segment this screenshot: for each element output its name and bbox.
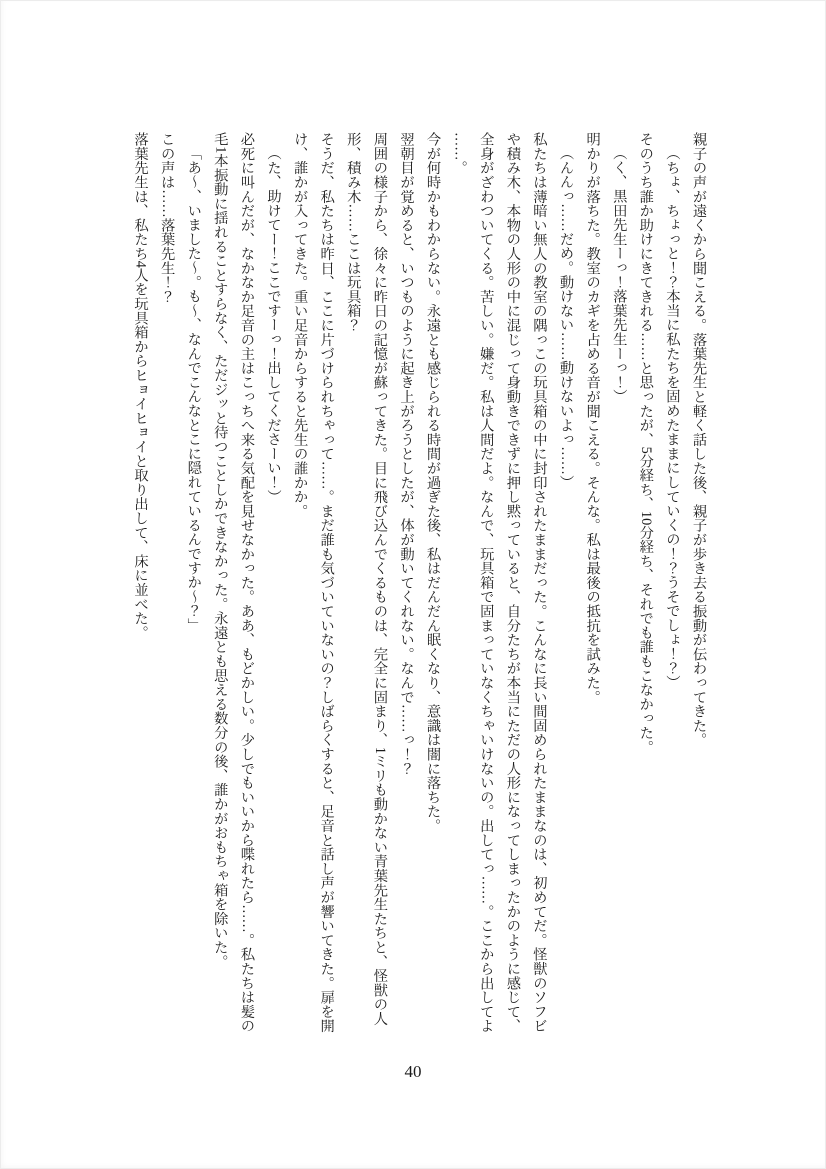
text-line: ……。 bbox=[451, 132, 468, 175]
text-line: （た、助けてー！ここですーっ！出してくださーい！） bbox=[265, 146, 282, 504]
text-line: 全身がざわついてくる。苦しい。嫌だ。私は人間だよ。なんで、玩具箱で固まっていなくちゃいけないの。出してっ……。ここから出してよ bbox=[478, 132, 495, 1033]
text-line: 明かりが落ちた。教室のカギを占める音が聞こえる。そんな。私は最後の抵抗を試みた。 bbox=[584, 132, 601, 704]
text-line: 私たちは薄暗い無人の教室の隅っこの玩具箱の中に封印されたままだった。こんなに長い間固められたままなのは、初めてだ。怪獣のソフビ bbox=[531, 132, 548, 1033]
text-line: 今が何時かもわからない。永遠とも感じられる時間が過ぎた後、私はだんだん眠くなり、意識は闇に落ちた。 bbox=[425, 132, 442, 833]
text-line: け、誰かが入ってきた。重い足音からすると先生の誰かか。 bbox=[292, 132, 309, 519]
text-line: 翌朝目が覚めると、いつものように起き上がろうとしたが、体が動いてくれない。なんで……っ！？ bbox=[398, 132, 415, 776]
text-line: 親子の声が遠くから聞こえる。落葉先生と軽く話した後、親子が歩き去る振動が伝わってきた。 bbox=[691, 132, 707, 747]
text-line: 「あ〜、いました〜。も〜、なんでこんなとこに隠れているんですか〜？」 bbox=[185, 146, 202, 633]
text-line: 必死に叫んだが、なかなか足音の主はこっちへ来る気配を見せなかった。ああ、もどかしい。少しでもいいから喋れたら……。私たちは髪の bbox=[238, 132, 255, 1033]
text-line: （んんっ……だめ。動けない……動けないよっ……） bbox=[558, 146, 575, 490]
text-line: （く、黒田先生ーっ！落葉先生ーっ！） bbox=[611, 146, 628, 404]
text-line: 落葉先生は、私たち4人を玩具箱からヒョイヒョイと取り出して、床に並べた。 bbox=[132, 132, 149, 640]
text-line: 周囲の様子から、徐々に昨日の記憶が蘇ってきた。目に飛び込んでくるものは、完全に固まり、1ミリも動かない青葉先生たちと、怪獣の人 bbox=[371, 132, 388, 1026]
vertical-text-block bbox=[122, 132, 712, 1070]
text-line: （ちょ、ちょっと！？本当に私たちを固めたままにしていくの！？うそでしょ！？） bbox=[664, 146, 681, 690]
text-line: 形、積み木……ここは玩具箱？ bbox=[345, 132, 362, 333]
page-number: 40 bbox=[404, 1062, 422, 1081]
text-line: や積み木、本物の人形の中に混じって身動きできずに押し黙っていると、自分たちが本当にただの人形になってしまったかのように感じて、 bbox=[504, 132, 521, 1033]
text-line: この声は……落葉先生！？ bbox=[159, 132, 176, 304]
text-line: 毛1本振動に揺れることすらなく、ただジッと待つことしかできなかった。永遠とも思える数分の後、誰かがおもちゃ箱を除いた。 bbox=[212, 132, 229, 969]
text-line: そうだ、私たちは昨日、ここに片づけられちゃって……。まだ誰も気づいていないの？しばらくすると、足音と話し声が響いてきた。扉を開 bbox=[318, 132, 335, 1033]
text-line: そのうち誰か助けにきてきれる……と思ったが、5分経ち、10分経ち、それでも誰もこなかった。 bbox=[637, 132, 654, 755]
